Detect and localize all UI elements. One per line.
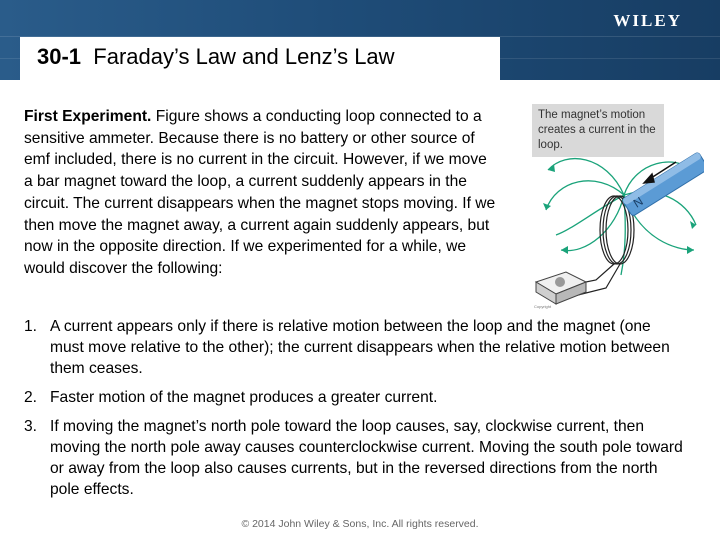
list-text: A current appears only if there is relative motion between the loop and the magnet (one must move relative to the other); the current disappears when the relative motion between them ceases. xyxy=(50,318,670,377)
magnet-loop-figure xyxy=(526,100,704,310)
figure-caption: The magnet’s motion creates a current in the loop. xyxy=(532,104,664,157)
page-title xyxy=(37,44,395,70)
wiley-logo: WILEY xyxy=(613,11,682,30)
list-item xyxy=(24,387,684,408)
list-text: Faster motion of the magnet produces a greater current. xyxy=(50,389,438,406)
intro-body: Figure shows a conducting loop connected to a sensitive ammeter. Because there is no battery or other source of emf included, there is no current in the circuit. However, if we move a bar magnet toward the loop, a current suddenly appears in the circuit. The current disappears when the magnet stops moving. If we then move the magnet away, a current again suddenly appears, but now in the opposite direction. If we experimented for a while, we would discover the following: xyxy=(24,108,496,277)
title-text: Faraday’s Law and Lenz’s Law xyxy=(93,44,395,69)
intro-paragraph xyxy=(24,106,496,280)
section-number: 30-1 xyxy=(37,44,82,69)
north-pole-label: N xyxy=(630,194,646,211)
svg-text:Copyright: Copyright xyxy=(534,304,552,309)
list-number: 1. xyxy=(24,318,38,335)
intro-lead: First Experiment. xyxy=(24,108,152,125)
copyright-footer: © 2014 John Wiley & Sons, Inc. All rights reserved. xyxy=(241,518,479,530)
list-item xyxy=(24,316,684,379)
list-item xyxy=(24,416,684,500)
list-number: 3. xyxy=(24,418,38,435)
list-text: If moving the magnet’s north pole toward the loop causes, say, clockwise current, then moving the north pole away causes counterclockwise current. Moving the south pole toward or away from the loop also causes currents, but in the reversed directions from the north pole effects. xyxy=(50,418,683,498)
observation-list xyxy=(24,316,684,508)
list-number: 2. xyxy=(24,389,38,406)
